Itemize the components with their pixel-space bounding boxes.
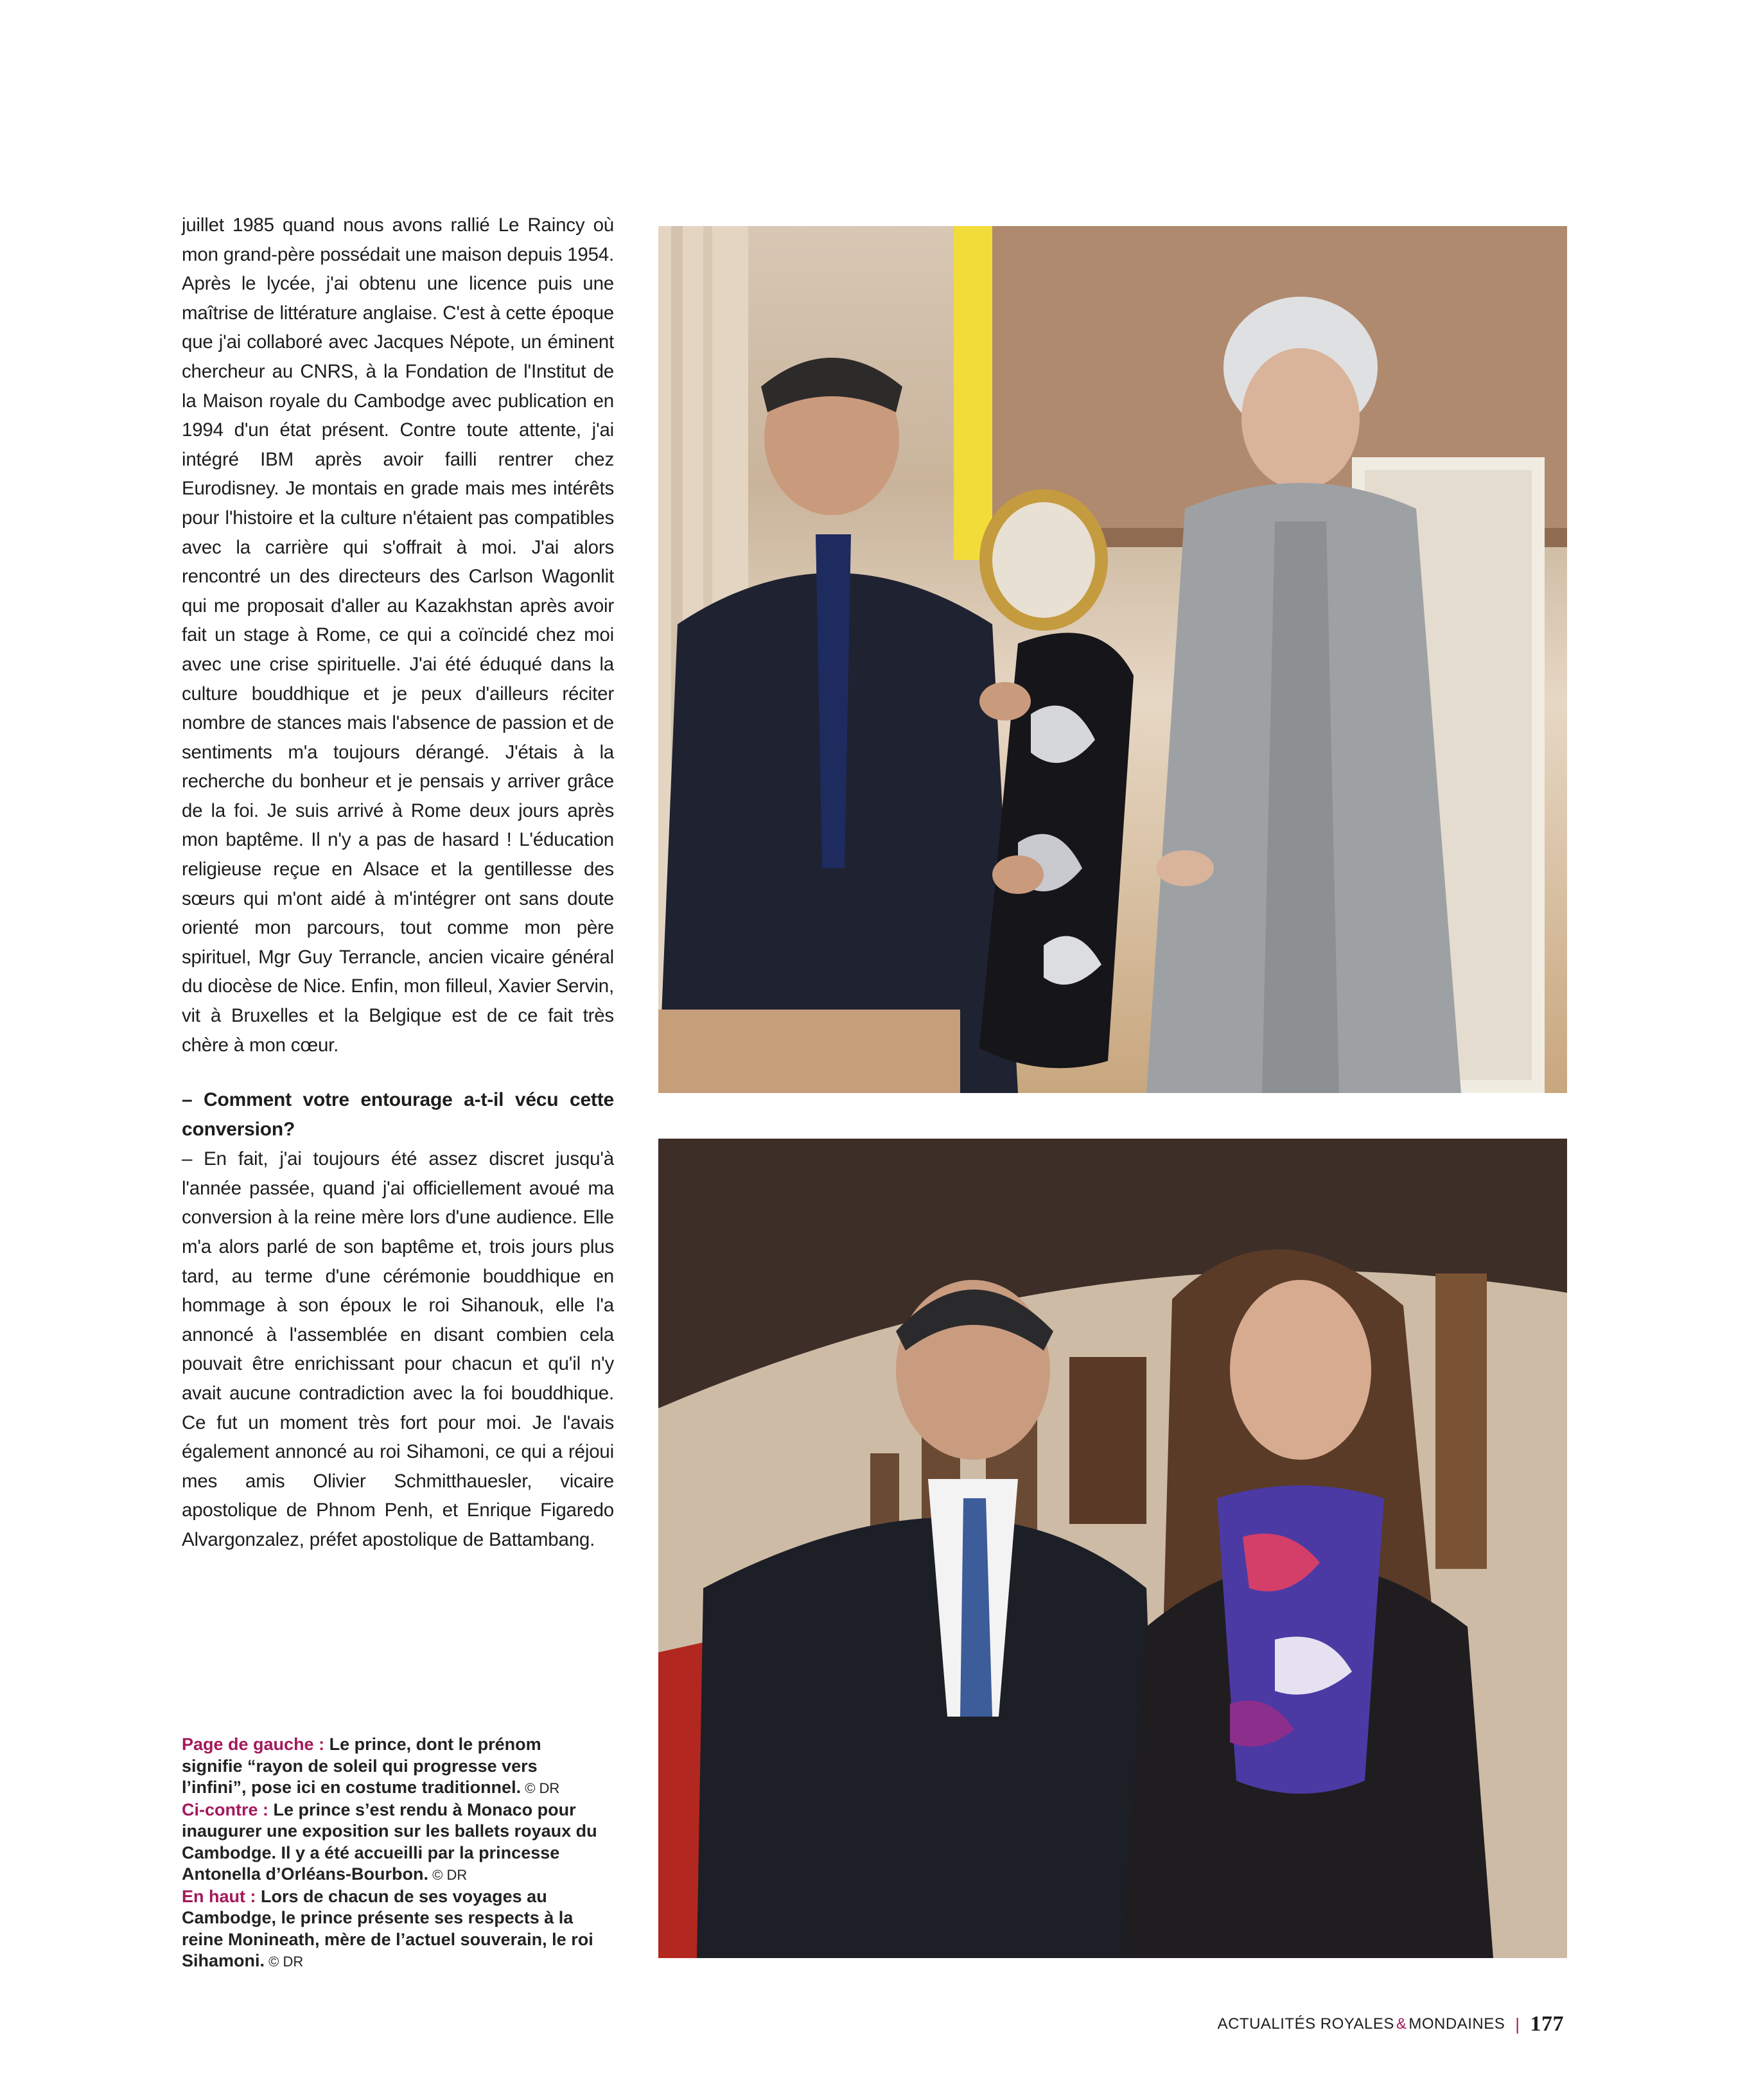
photo-prince-with-queen-mother (658, 226, 1567, 1093)
caption-text: Lors de chacun de ses voyages au Cambodge, le prince présente ses respects à la reine Monineath, mère de l’actuel souverain, le roi Sihamoni. (182, 1886, 593, 1970)
article-column (182, 211, 614, 1555)
caption-opposite (182, 1799, 606, 1886)
page-number: 177 (1530, 2012, 1564, 2036)
caption-text: Le prince s’est rendu à Monaco pour inaugurer une exposition sur les ballets royaux du Cambodge. Il y a été accueilli par la princesse Antonella d’Orléans-Bourbon. (182, 1799, 597, 1884)
caption-label: Page de gauche : (182, 1735, 325, 1754)
footer-separator: | (1515, 2014, 1520, 2034)
caption-left-page (182, 1734, 606, 1799)
magazine-name-part1: ACTUALITÉS ROYALES (1217, 2015, 1394, 2033)
interview-answer: – En fait, j'ai toujours été assez discret jusqu'à l'année passée, quand j'ai officiellement avoué ma conversion à la reine mère lors d'une audience. Elle m'a alors parlé de son baptême et, trois jours plus tard, au terme d'une cérémonie bouddhique en hommage à son époux le roi Sihanouk, elle l'a annoncé à l'assemblée en disant combien cela pouvait être enrichissant pour chacun et qu'il n'y avait aucune contradiction avec la foi bouddhique. Ce fut un moment très fort pour moi. Je l'avais également annoncé au roi Sihamoni, ce qui a réjoui mes amis Olivier Schmitthauesler, vicaire apostolique de Phnom Penh, et Enrique Figaredo Alvargonzalez, préfet apostolique de Battambang. (182, 1148, 614, 1550)
photo-illustration (658, 226, 1567, 1093)
caption-label: Ci-contre : (182, 1799, 268, 1819)
article-paragraph: juillet 1985 quand nous avons rallié Le Raincy où mon grand-père possédait une maison depuis 1954. Après le lycée, j'ai obtenu une licence puis une maîtrise de littérature anglaise. C'est à cette époque que j'ai collaboré avec Jacques Népote, un éminent chercheur au CNRS, à la Fondation de l'Institut de la Maison royale du Cambodge avec publication en 1994 d'un état présent. Contre toute attente, j'ai intégré IBM après avoir failli rentrer chez Eurodisney. Je montais en grade mais mes intérêts pour l'histoire et la culture n'étaient pas compatibles avec la carrière qui s'offrait à moi. J'ai alors rencontré un des directeurs des Carlson Wagonlit qui me proposait d'aller au Kazakhstan après avoir fait un stage à Rome, ce qui a coïncidé chez moi avec une crise spirituelle. J'ai été éduqué dans la culture bouddhique et je peux d'ailleurs réciter nombre de stances mais l'absence de passion et de sentiments m'a toujours dérangé. J'étais à la recherche du bonheur et je pensais y arriver grâce de la foi. Je suis arrivé à Rome deux jours après mon baptême. Il n'y a pas de hasard ! L'éducation religieuse reçue en Alsace et la gentillesse des sœurs qui m'ont aidé à m'intégrer ont sans doute orienté mon parcours, tout comme mon père spirituel, Mgr Guy Terrancle, ancien vicaire général du diocèse de Nice. Enfin, mon filleul, Xavier Servin, vit à Bruxelles et la Belgique est de ce fait très chère à mon cœur. (182, 214, 614, 1056)
interview-question: – Comment votre entourage a-t-il vécu cette conversion? (182, 1089, 614, 1141)
photo-prince-with-princess (658, 1139, 1567, 1958)
caption-credit: © DR (265, 1954, 304, 1970)
caption-credit: © DR (521, 1780, 560, 1796)
photo-illustration (658, 1139, 1567, 1958)
photo-captions (182, 1734, 606, 1973)
caption-label: En haut : (182, 1886, 256, 1906)
caption-top (182, 1886, 606, 1973)
magazine-ampersand: & (1396, 2015, 1407, 2033)
caption-credit: © DR (428, 1867, 468, 1883)
caption-text: Le prince, dont le prénom signifie “rayon de soleil qui progresse vers l’infini”, pose ici en costume traditionnel. (182, 1735, 541, 1797)
page-footer (1218, 2012, 1564, 2036)
magazine-name-part2: MONDAINES (1408, 2015, 1505, 2033)
